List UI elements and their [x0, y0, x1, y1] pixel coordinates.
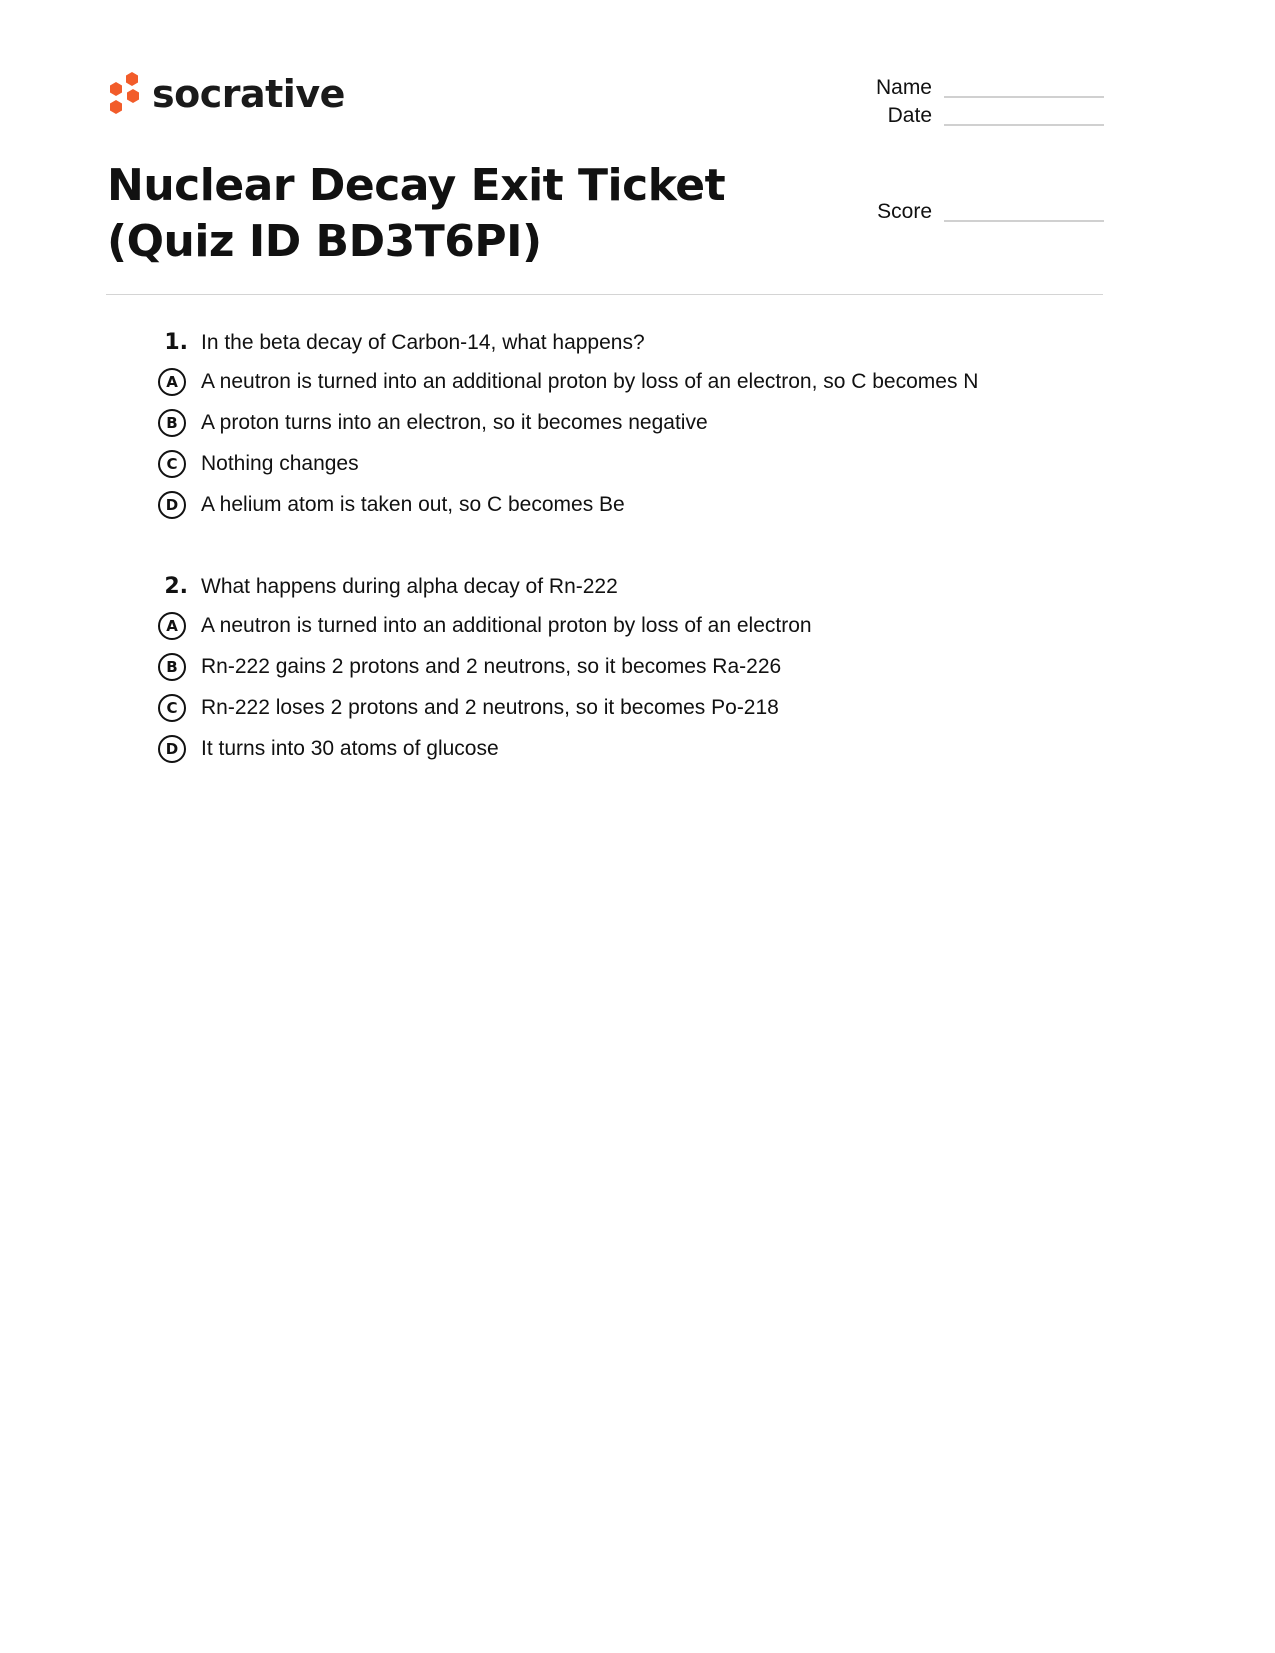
name-field[interactable] — [860, 74, 1104, 102]
option-text: A helium atom is taken out, so C becomes Be — [201, 492, 625, 516]
option-letter-badge[interactable]: C — [158, 694, 186, 722]
quiz-title: Nuclear Decay Exit Ticket (Quiz ID BD3T6PI) — [107, 160, 726, 267]
option-text: A neutron is turned into an additional proton by loss of an electron — [201, 613, 812, 637]
option-letter-badge[interactable]: D — [158, 491, 186, 519]
option-letter-badge[interactable]: B — [158, 409, 186, 437]
option-text: A proton turns into an electron, so it becomes negative — [201, 410, 708, 434]
option-text: Nothing changes — [201, 451, 359, 475]
name-input-line[interactable] — [944, 96, 1104, 98]
option-text: Rn-222 gains 2 protons and 2 neutrons, so it becomes Ra-226 — [201, 654, 782, 678]
option-letter-badge[interactable]: C — [158, 450, 186, 478]
question-2 — [150, 569, 1050, 769]
question-text: In the beta decay of Carbon-14, what happens? — [201, 331, 645, 354]
option-c[interactable] — [150, 687, 1050, 728]
option-d[interactable] — [150, 484, 1050, 525]
option-c[interactable] — [150, 443, 1050, 484]
option-b[interactable] — [150, 402, 1050, 443]
question-number: 1. — [164, 330, 188, 355]
option-d[interactable] — [150, 728, 1050, 769]
header-divider — [106, 294, 1103, 295]
question-text: What happens during alpha decay of Rn-222 — [201, 575, 618, 598]
option-text: Rn-222 loses 2 protons and 2 neutrons, so it becomes Po-218 — [201, 695, 779, 719]
hexagon-cluster-icon — [106, 70, 144, 118]
option-text: A neutron is turned into an additional proton by loss of an electron, so C becomes N — [201, 369, 979, 393]
option-a[interactable] — [150, 361, 1050, 402]
question-1 — [150, 325, 1050, 525]
date-label: Date — [887, 104, 932, 127]
brand-name: socrative — [152, 72, 345, 116]
option-a[interactable] — [150, 605, 1050, 646]
option-b[interactable] — [150, 646, 1050, 687]
option-letter-badge[interactable]: A — [158, 368, 186, 396]
name-label: Name — [875, 76, 932, 99]
option-letter-badge[interactable]: A — [158, 612, 186, 640]
score-input-line[interactable] — [944, 220, 1104, 222]
score-label: Score — [877, 200, 932, 223]
date-input-line[interactable] — [944, 124, 1104, 126]
score-field[interactable] — [860, 198, 1104, 226]
option-text: It turns into 30 atoms of glucose — [201, 736, 499, 760]
option-letter-badge[interactable]: D — [158, 735, 186, 763]
question-number: 2. — [164, 574, 188, 599]
socrative-logo — [106, 70, 345, 118]
option-letter-badge[interactable]: B — [158, 653, 186, 681]
date-field[interactable] — [860, 102, 1104, 130]
